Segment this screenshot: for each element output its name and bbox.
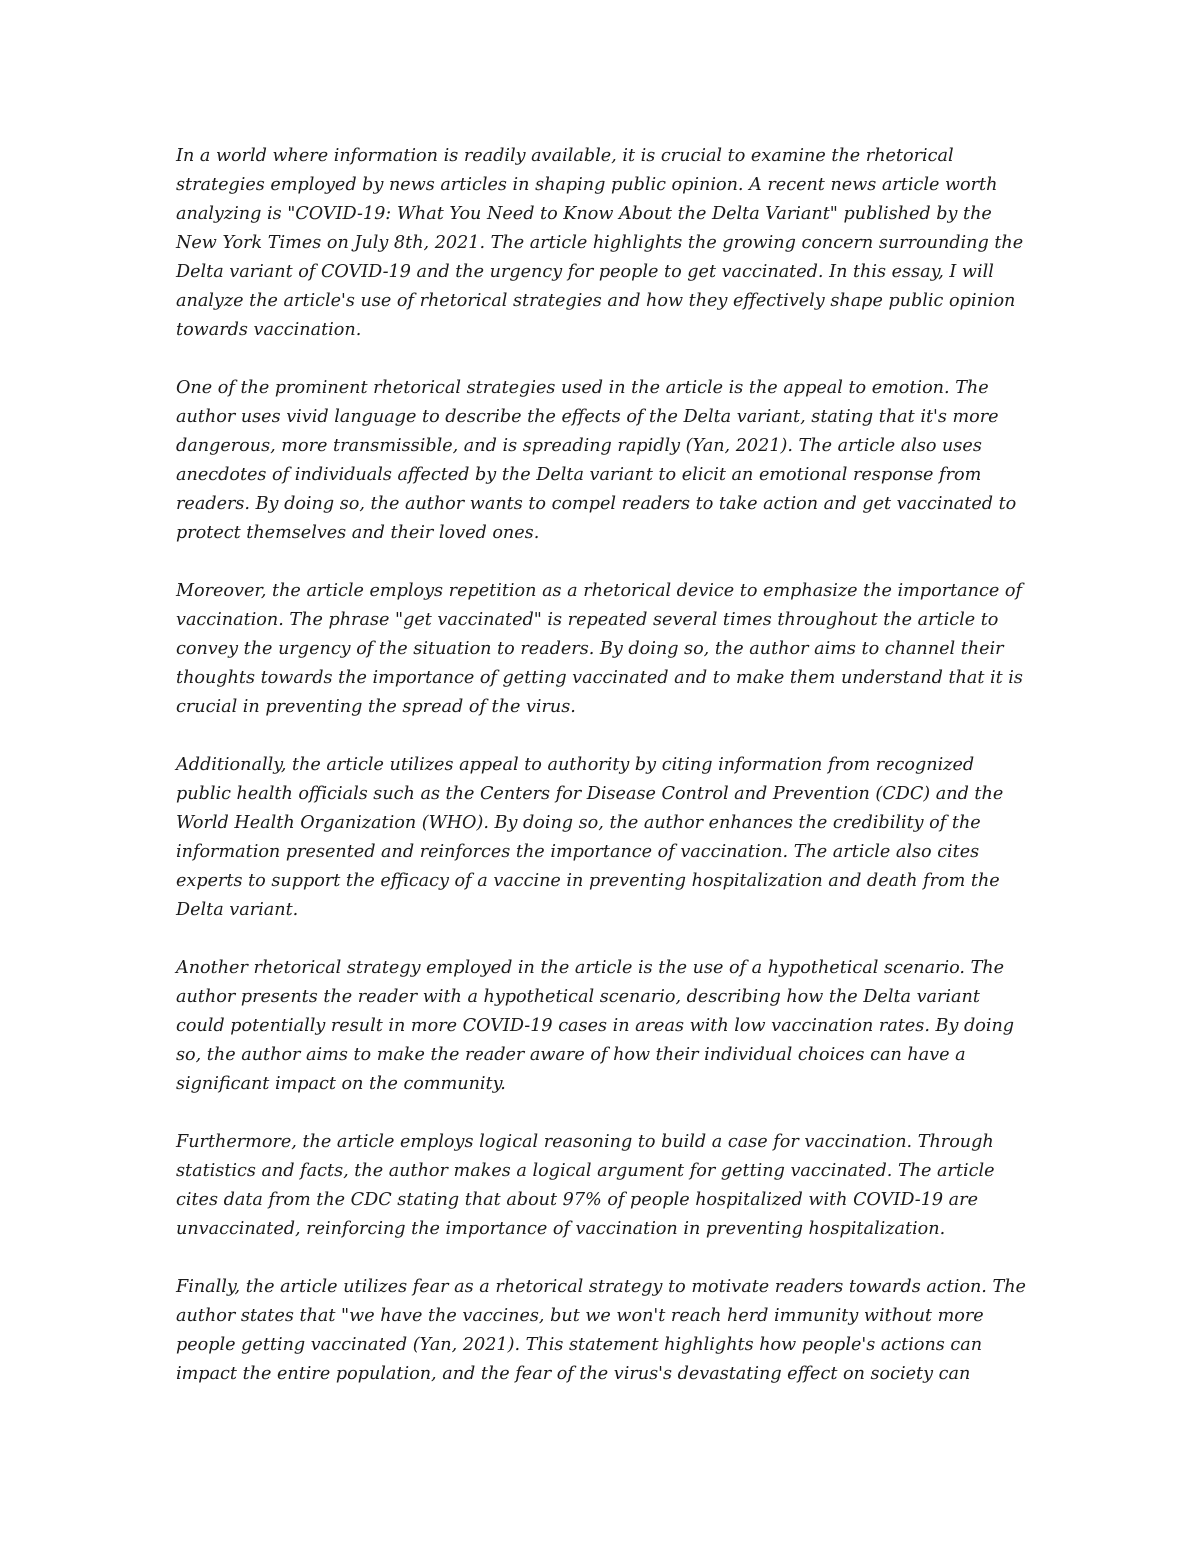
paragraph-appeal-to-authority: Additionally, the article utilizes appeal to authority by citing information from recognized public health officials such as the Centers for Disease Control and Prevention (CDC) and the World Health Organization (WHO). By doing so, the author enhances the credibility of the information presented and reinforces the importance of vaccination. The article also cites experts to support the efficacy of a vaccine in preventing hospitalization and death from the Delta variant. xyxy=(176,755,1004,920)
paragraph-fear: Finally, the article utilizes fear as a rhetorical strategy to motivate readers towards action. The author states that "we have the vaccines, but we won't reach herd immunity without more people getting vaccinated (Yan, 2021). This statement highlights how people's actions can impact the entire population, and the fear of the virus's devastating effect on society can xyxy=(176,1277,1026,1384)
essay-body xyxy=(176,142,1026,1389)
paragraph-intro: In a world where information is readily available, it is crucial to examine the rhetorical strategies employed by news articles in shaping public opinion. A recent news article worth analyzing is "COVID-19: What You Need to Know About the Delta Variant" published by the New York Times on July 8th, 2021. The article highlights the growing concern surrounding the Delta variant of COVID-19 and the urgency for people to get vaccinated. In this essay, I will analyze the article's use of rhetorical strategies and how they effectively shape public opinion towards vaccination. xyxy=(176,146,1024,340)
paragraph-appeal-to-emotion: One of the prominent rhetorical strategies used in the article is the appeal to emotion. The author uses vivid language to describe the effects of the Delta variant, stating that it's more dangerous, more transmissible, and is spreading rapidly (Yan, 2021). The article also uses anecdotes of individuals affected by the Delta variant to elicit an emotional response from readers. By doing so, the author wants to compel readers to take action and get vaccinated to protect themselves and their loved ones. xyxy=(176,378,1017,543)
paragraph-logical-reasoning: Furthermore, the article employs logical reasoning to build a case for vaccination. Through statistics and facts, the author makes a logical argument for getting vaccinated. The article cites data from the CDC stating that about 97% of people hospitalized with COVID-19 are unvaccinated, reinforcing the importance of vaccination in preventing hospitalization. xyxy=(176,1132,995,1239)
paragraph-repetition: Moreover, the article employs repetition as a rhetorical device to emphasize the importance of vaccination. The phrase "get vaccinated" is repeated several times throughout the article to convey the urgency of the situation to readers. By doing so, the author aims to channel their thoughts towards the importance of getting vaccinated and to make them understand that it is crucial in preventing the spread of the virus. xyxy=(176,581,1023,717)
paragraph-hypothetical-scenario: Another rhetorical strategy employed in the article is the use of a hypothetical scenario. The author presents the reader with a hypothetical scenario, describing how the Delta variant could potentially result in more COVID-19 cases in areas with low vaccination rates. By doing so, the author aims to make the reader aware of how their individual choices can have a significant impact on the community. xyxy=(176,958,1015,1094)
